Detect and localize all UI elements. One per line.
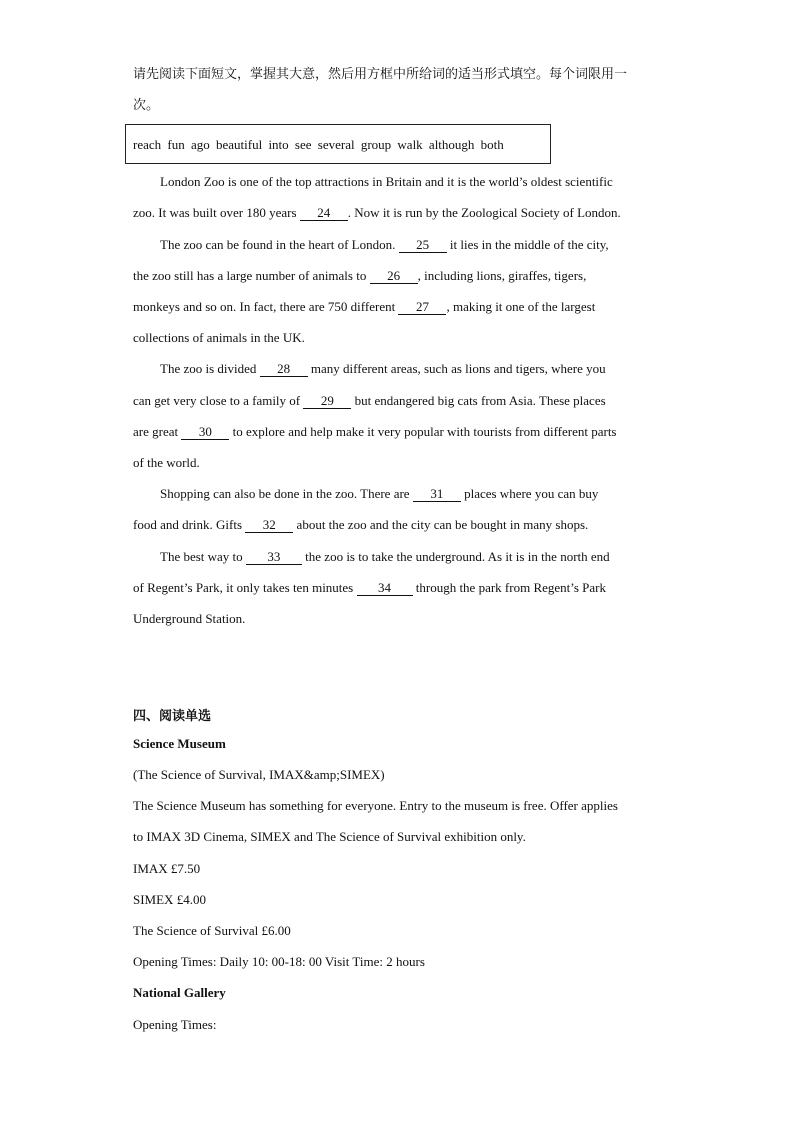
word-box-words: reach fun ago beautiful into see several group walk although both bbox=[133, 137, 504, 152]
passage-text: about the zoo and the city can be bought in many shops. bbox=[293, 517, 589, 532]
passage-text: the zoo is to take the underground. As it is in the north end bbox=[301, 549, 610, 564]
price-imax: IMAX £7.50 bbox=[133, 861, 201, 876]
passage-line bbox=[133, 299, 595, 315]
passage-text: food and drink. Gifts bbox=[133, 517, 246, 532]
passage-text: of the world. bbox=[133, 455, 200, 470]
blank-25[interactable]: 25 bbox=[399, 238, 447, 253]
passage-line bbox=[133, 361, 606, 377]
blank-24[interactable]: 24 bbox=[300, 206, 348, 221]
passage-text: the zoo still has a large number of animals to bbox=[133, 268, 370, 283]
blank-30[interactable]: 30 bbox=[181, 425, 229, 440]
opening-times: Opening Times: Daily 10: 00-18: 00 Visit Time: 2 hours bbox=[133, 954, 425, 969]
passage-line bbox=[133, 424, 617, 440]
passage-line bbox=[133, 611, 245, 627]
science-museum-desc: to IMAX 3D Cinema, SIMEX and The Science of Survival exhibition only. bbox=[133, 829, 526, 844]
science-museum-subtitle: (The Science of Survival, IMAX&amp;SIMEX) bbox=[133, 767, 385, 782]
blank-32[interactable]: 32 bbox=[245, 518, 293, 533]
passage-line bbox=[133, 205, 621, 221]
passage-text: . Now it is run by the Zoological Society of London. bbox=[347, 205, 621, 220]
passage-line bbox=[133, 330, 305, 346]
blank-34[interactable]: 34 bbox=[357, 581, 413, 596]
passage-line bbox=[133, 174, 613, 190]
science-museum-title: Science Museum bbox=[133, 736, 226, 751]
passage-text: through the park from Regent’s Park bbox=[412, 580, 607, 595]
price-survival: The Science of Survival £6.00 bbox=[133, 923, 291, 938]
passage-text: London Zoo is one of the top attractions in Britain and it is the world’s oldest scientific bbox=[160, 174, 613, 189]
instruction-line-1: 请先阅读下面短文，掌握其大意，然后用方框中所给词的适当形式填空。每个词限用一 bbox=[133, 67, 628, 82]
passage-text: of Regent’s Park, it only takes ten minutes bbox=[133, 580, 357, 595]
passage-text: , making it one of the largest bbox=[446, 299, 596, 314]
passage-line bbox=[133, 486, 598, 502]
passage-text: are great bbox=[133, 424, 182, 439]
passage-line bbox=[133, 268, 586, 284]
passage-text: , including lions, giraffes, tigers, bbox=[417, 268, 587, 283]
passage-line bbox=[133, 517, 588, 533]
word-box bbox=[125, 124, 551, 164]
blank-29[interactable]: 29 bbox=[303, 394, 351, 409]
passage-line bbox=[133, 237, 609, 253]
passage-text: places where you can buy bbox=[460, 486, 599, 501]
blank-28[interactable]: 28 bbox=[260, 362, 308, 377]
gallery-opening-times: Opening Times: bbox=[133, 1017, 217, 1032]
passage-text: zoo. It was built over 180 years bbox=[133, 205, 300, 220]
blank-26[interactable]: 26 bbox=[370, 269, 418, 284]
passage-line bbox=[133, 549, 610, 565]
blank-31[interactable]: 31 bbox=[413, 487, 461, 502]
national-gallery-title: National Gallery bbox=[133, 985, 226, 1000]
passage-line bbox=[133, 580, 606, 596]
passage-text: The best way to bbox=[160, 549, 246, 564]
passage-text: monkeys and so on. In fact, there are 750 different bbox=[133, 299, 399, 314]
passage-text: to explore and help make it very popular with tourists from different parts bbox=[229, 424, 617, 439]
passage-text: The zoo is divided bbox=[160, 361, 260, 376]
passage-text: many different areas, such as lions and tigers, where you bbox=[307, 361, 606, 376]
passage-text: Shopping can also be done in the zoo. There are bbox=[160, 486, 413, 501]
instruction-line-2: 次。 bbox=[133, 98, 160, 113]
section-heading: 四、阅读单选 bbox=[133, 709, 212, 724]
passage-text: it lies in the middle of the city, bbox=[446, 237, 609, 252]
science-museum-desc: The Science Museum has something for everyone. Entry to the museum is free. Offer applies bbox=[133, 798, 618, 813]
passage-text: can get very close to a family of bbox=[133, 393, 304, 408]
price-simex: SIMEX £4.00 bbox=[133, 892, 206, 907]
passage-text: Underground Station. bbox=[133, 611, 246, 626]
passage-text: The zoo can be found in the heart of London. bbox=[160, 237, 399, 252]
passage-text: but endangered big cats from Asia. These places bbox=[351, 393, 606, 408]
passage-text: collections of animals in the UK. bbox=[133, 330, 305, 345]
blank-27[interactable]: 27 bbox=[398, 300, 446, 315]
blank-33[interactable]: 33 bbox=[246, 550, 302, 565]
passage-line bbox=[133, 455, 200, 471]
passage-line bbox=[133, 393, 606, 409]
